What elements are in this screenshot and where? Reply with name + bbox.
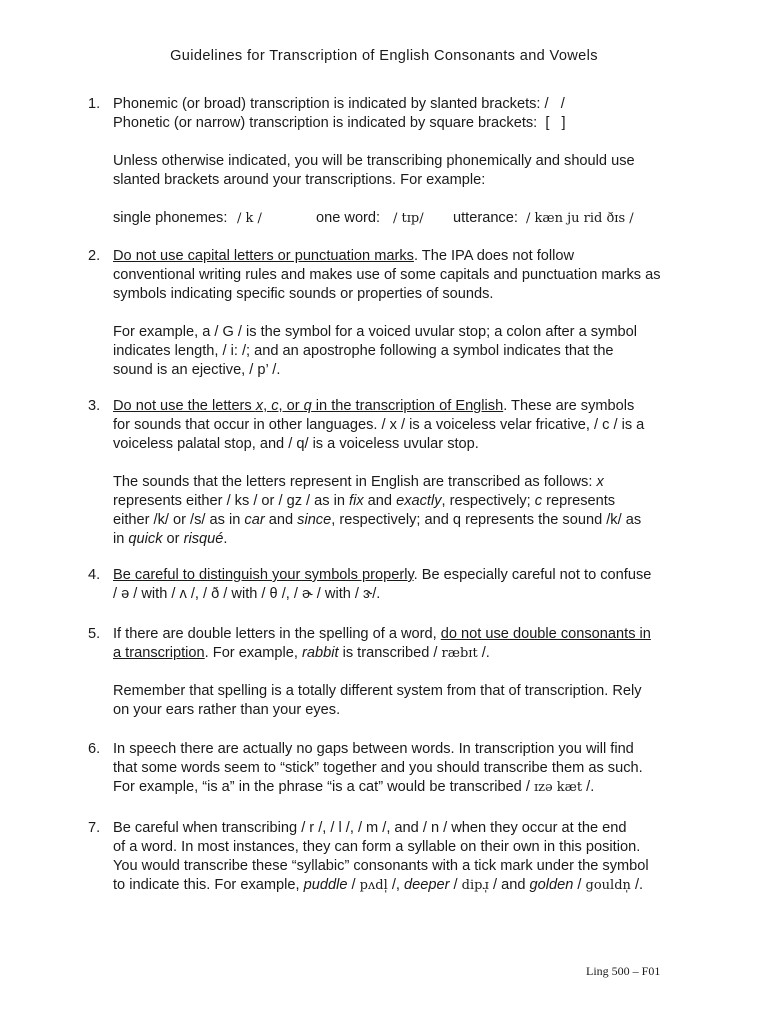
text-line: voiceless palatal stop, and / q/ is a voiceless uvular stop. (113, 436, 479, 452)
text-line: indicates length, / i: /; and an apostrophe following a symbol indicates that the (113, 343, 614, 359)
text-span: or (162, 531, 184, 547)
ipa-transcription: gouldn̩ (585, 878, 631, 893)
text-span: in the transcription of English (311, 398, 504, 414)
example-ipa: / k / (237, 211, 262, 226)
text-span: . (223, 531, 228, 547)
item-body (113, 95, 688, 228)
text-span: x (596, 474, 604, 490)
ipa-transcription: dipɹ̩ (461, 878, 489, 893)
text-span: The sounds that the letters represent in English are transcribed as follows: (113, 474, 597, 490)
text-line: on your ears rather than your eyes. (113, 702, 341, 718)
page-footer: Ling 500 – F01 (586, 964, 661, 978)
text-line (113, 511, 688, 530)
text-span: puddle (303, 877, 348, 893)
item-body (113, 625, 688, 720)
text-span: . These are symbols (503, 398, 635, 414)
text-line (113, 492, 688, 511)
text-line: In speech there are actually no gaps between words. In transcription you will find (113, 741, 634, 757)
text-line: of a word. In most instances, they can form a syllable on their own in this position. (113, 839, 641, 855)
text-span: and (264, 512, 298, 528)
text-span: risqué (183, 531, 224, 547)
text-span: / (347, 877, 360, 893)
text-line: that some words seem to “stick” together and you should transcribe them as such. (113, 760, 643, 776)
text-span: q (303, 398, 312, 414)
text-line: You would transcribe these “syllabic” consonants with a tick mark under the symbol (113, 858, 649, 874)
text-line: for sounds that occur in other languages. / x / is a voiceless velar fricative, / c / is a (113, 417, 645, 433)
text-line: Remember that spelling is a totally different system from that of transcription. Rely (113, 683, 642, 699)
text-span: , or (278, 398, 304, 414)
text-span: /. (582, 779, 595, 795)
item-body (113, 247, 688, 380)
text-line: For example, a / G / is the symbol for a voiced uvular stop; a colon after a symbol (113, 324, 637, 340)
text-span: in (113, 531, 129, 547)
text-span: is transcribed / (338, 645, 442, 661)
item-number: 5. (88, 626, 101, 642)
text-span: x (255, 398, 264, 414)
item-body (113, 740, 688, 797)
example-label: one word: (316, 210, 381, 226)
example-ipa: / tɪp/ (393, 211, 424, 226)
item-number: 2. (88, 248, 101, 264)
text-line (113, 247, 688, 266)
item-number: 3. (88, 398, 101, 414)
transcription-examples (113, 209, 688, 228)
text-span: golden (529, 877, 574, 893)
rule-heading: a transcription (113, 645, 205, 661)
item-body (113, 819, 688, 895)
text-line (113, 397, 688, 416)
text-span: . Be especially careful not to confuse (413, 567, 652, 583)
text-span: If there are double letters in the spelling of a word, (113, 626, 441, 642)
rule-heading (113, 398, 503, 414)
text-line: Phonetic (or narrow) transcription is indicated by square brackets: [ ] (113, 115, 566, 131)
text-span: either /k/ or /s/ as in (113, 512, 245, 528)
text-span: represents (542, 493, 616, 509)
ipa-transcription: ræbɪt (441, 646, 478, 661)
item-number: 7. (88, 820, 101, 836)
text-span: exactly (396, 493, 442, 509)
text-line: Phonemic (or broad) transcription is indicated by slanted brackets: / / (113, 96, 565, 112)
example-ipa: / kæn ju rid ðɪs / (526, 211, 634, 226)
text-span: / (573, 877, 586, 893)
text-line: Unless otherwise indicated, you will be transcribing phonemically and should use (113, 153, 635, 169)
rule-heading: do not use double consonants in (440, 626, 651, 642)
text-line (113, 644, 688, 663)
text-span: , respectively; (441, 493, 535, 509)
ipa-transcription: ɪzə kæt (533, 780, 583, 795)
document-title: Guidelines for Transcription of English Consonants and Vowels (170, 48, 598, 64)
text-span: car (244, 512, 265, 528)
item-body (113, 566, 688, 604)
text-line: slanted brackets around your transcriptions. For example: (113, 172, 486, 188)
text-line: symbols indicating specific sounds or properties of sounds. (113, 286, 494, 302)
example-label: single phonemes: (113, 210, 228, 226)
text-span: quick (128, 531, 163, 547)
text-span: represents either / ks / or / gz / as in (113, 493, 350, 509)
example-label: utterance: (453, 210, 518, 226)
text-span: c (271, 398, 279, 414)
text-line (113, 625, 688, 644)
text-line: sound is an ejective, / p’ /. (113, 362, 281, 378)
ipa-transcription: pʌdl̩ (359, 878, 388, 893)
text-span: /. (630, 877, 644, 893)
text-span: Do not use the letters (113, 398, 256, 414)
text-span: since (297, 512, 332, 528)
item-number: 1. (88, 96, 101, 112)
text-span: . The IPA does not follow (413, 248, 575, 264)
text-line (113, 473, 688, 492)
text-line: conventional writing rules and makes use of some capitals and punctuation marks as (113, 267, 661, 283)
text-span: . For example, (204, 645, 302, 661)
text-span: / (449, 877, 462, 893)
text-line: Be careful when transcribing / r /, / l /, / m /, and / n / when they occur at the end (113, 820, 627, 836)
text-span: c (534, 493, 543, 509)
text-span: , respectively; and q represents the sound /k/ as (331, 512, 642, 528)
text-line (113, 778, 688, 797)
text-span: /. (477, 645, 490, 661)
item-number: 6. (88, 741, 101, 757)
rule-heading: Be careful to distinguish your symbols properly (113, 567, 414, 583)
text-span: For example, “is a” in the phrase “is a cat” would be transcribed / (113, 779, 534, 795)
item-number: 4. (88, 567, 101, 583)
text-span: / and (488, 877, 530, 893)
text-line (113, 530, 688, 549)
text-span: fix (349, 493, 364, 509)
rule-heading: Do not use capital letters or punctuation marks (113, 248, 414, 264)
text-span: deeper (404, 877, 450, 893)
text-line: / ə / with / ʌ /, / ð / with / θ /, / ɚ / with / ɝ/. (113, 586, 381, 602)
text-line (113, 566, 688, 585)
text-span: rabbit (302, 645, 339, 661)
text-line (113, 876, 688, 895)
text-span: and (363, 493, 397, 509)
text-span: to indicate this. For example, (113, 877, 304, 893)
text-span: /, (387, 877, 404, 893)
text-span: , (263, 398, 272, 414)
item-body (113, 397, 688, 549)
